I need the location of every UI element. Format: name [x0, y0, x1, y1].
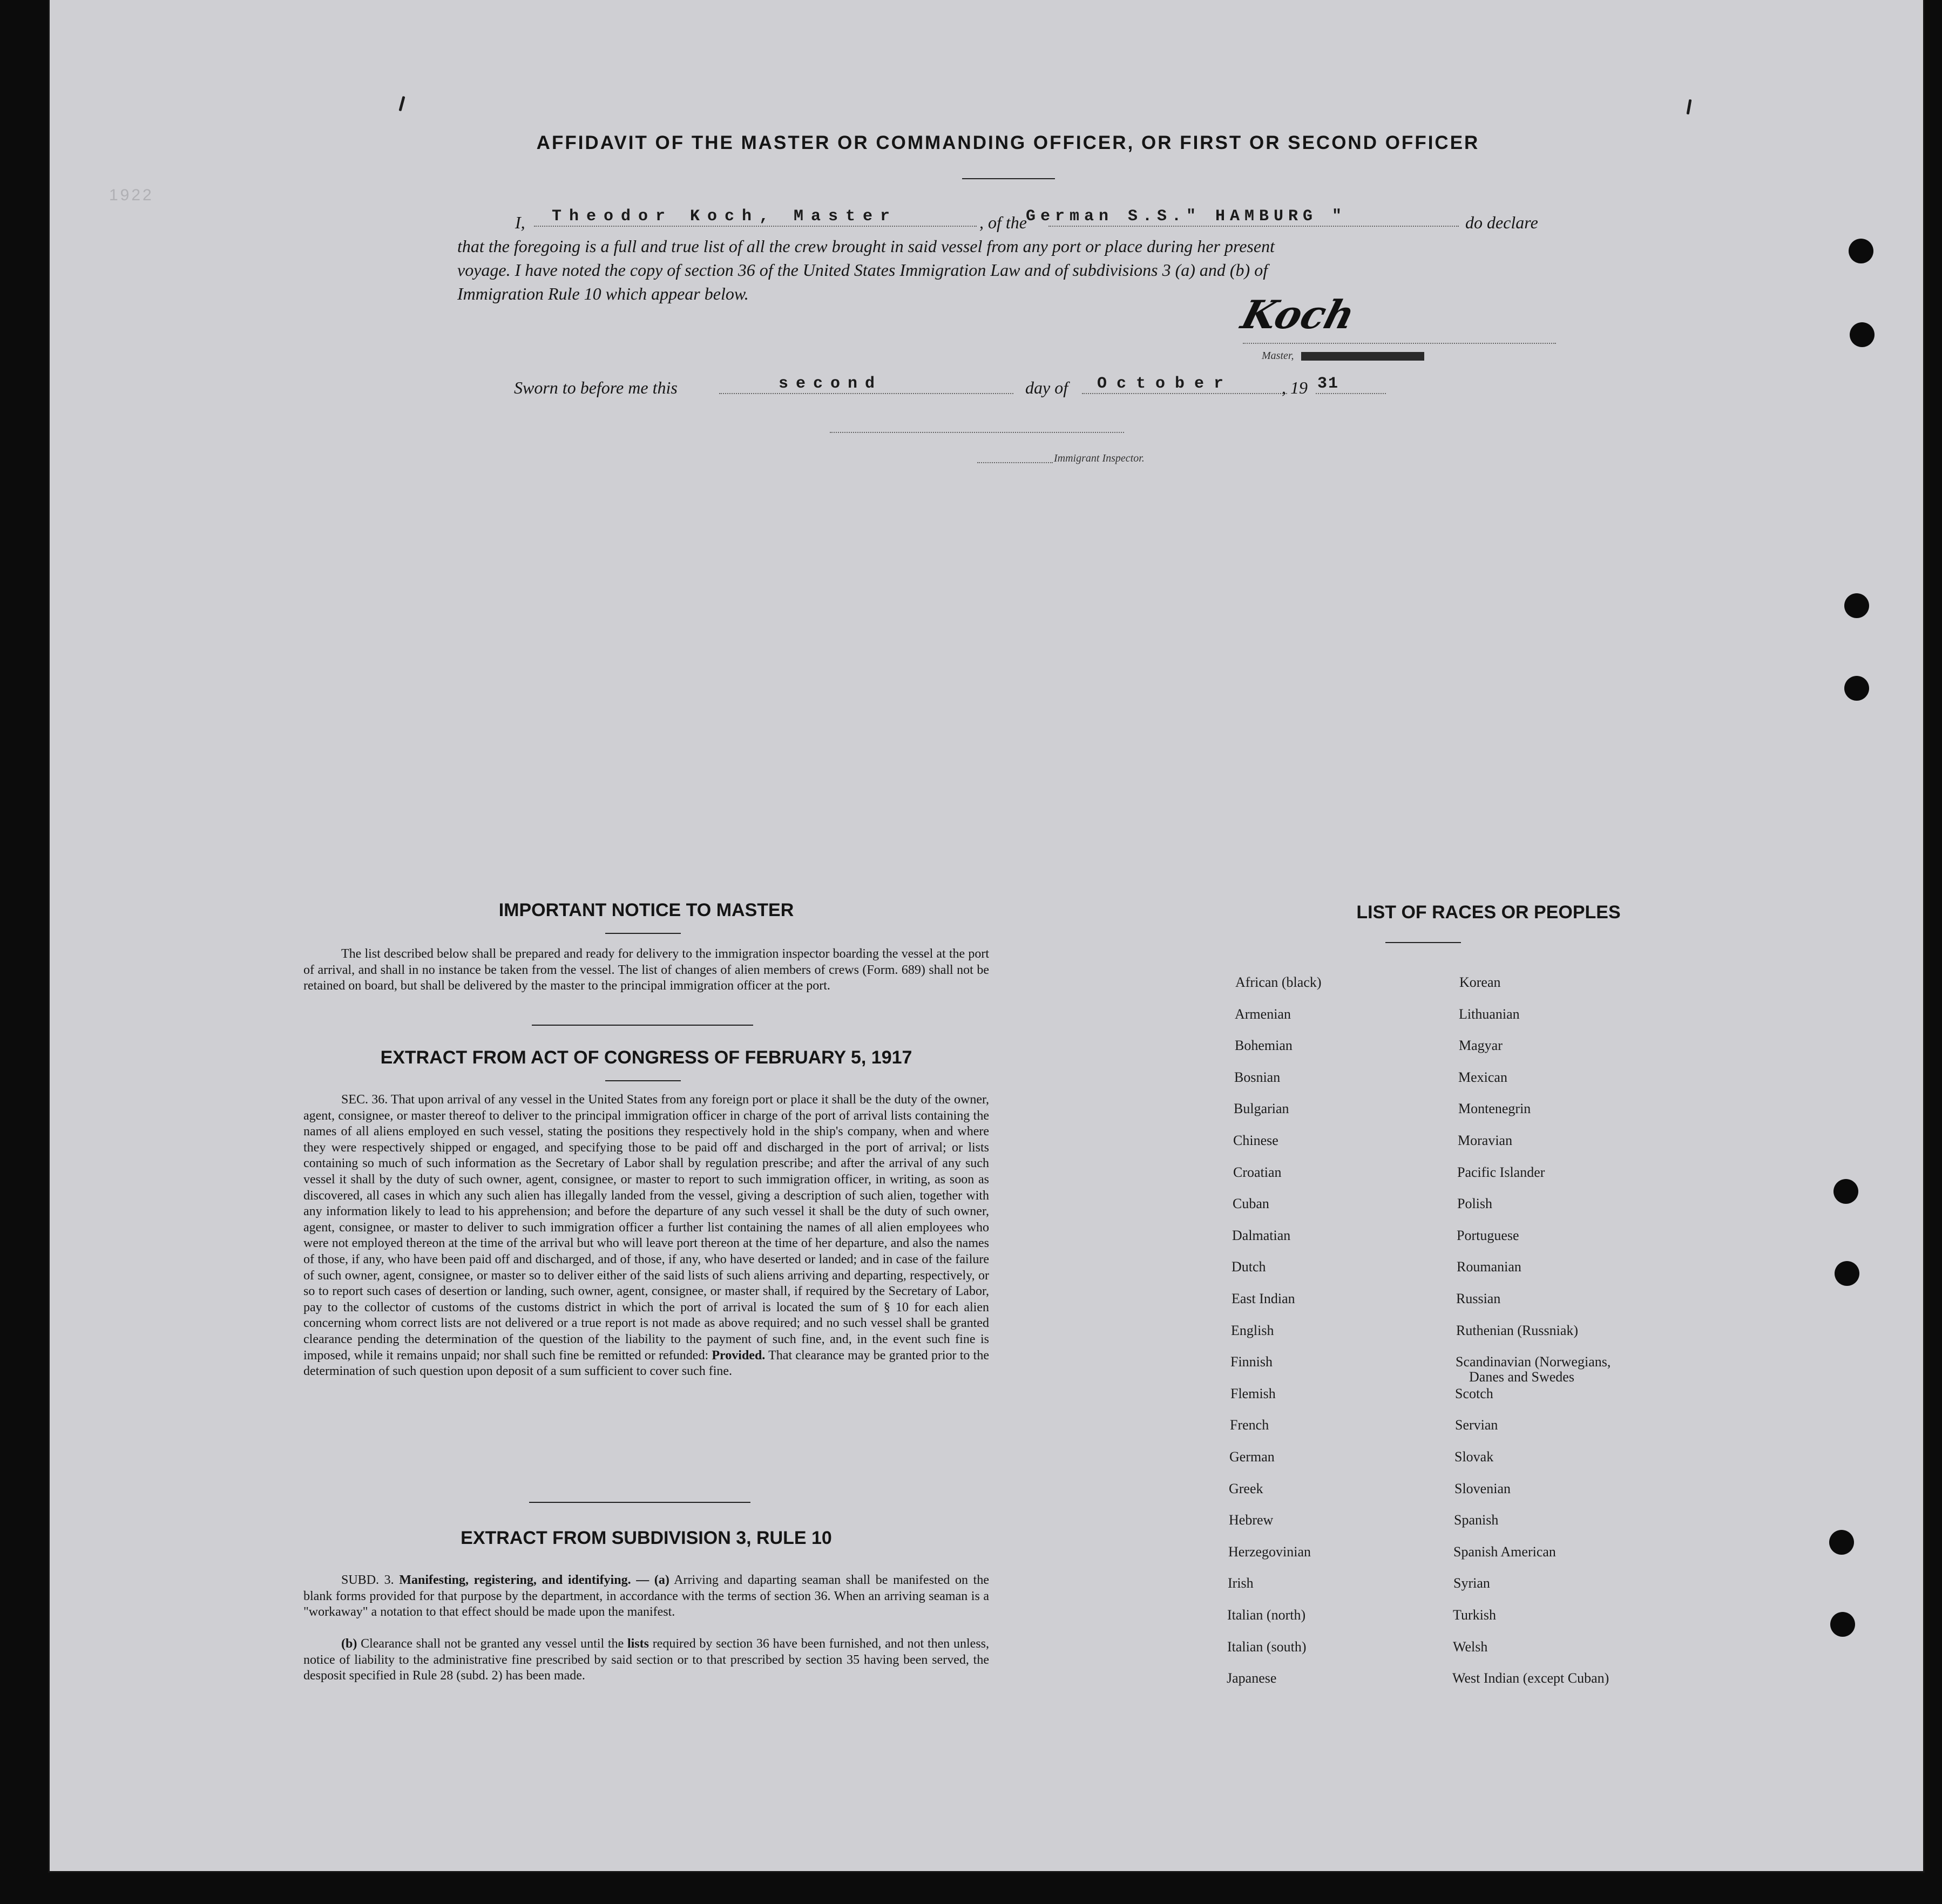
race-item: German [1229, 1449, 1275, 1465]
act-title: EXTRACT FROM ACT OF CONGRESS OF FEBRUARY 5, 1917 [380, 1047, 912, 1068]
race-item: Croatian [1233, 1164, 1282, 1180]
punch-hole [1844, 676, 1869, 701]
race-item: Roumanian [1457, 1259, 1521, 1275]
race-item: Greek [1229, 1481, 1263, 1496]
race-item: Pacific Islander [1457, 1164, 1545, 1180]
inspector-label: Immigrant Inspector. [1054, 452, 1145, 464]
subd-b-label: (b) [341, 1637, 357, 1651]
punch-hole [1829, 1530, 1854, 1555]
affidavit-line-4: Immigration Rule 10 which appear below. [457, 284, 749, 303]
race-item: Servian [1455, 1417, 1498, 1433]
affidavit-title: AFFIDAVIT OF THE MASTER OR COMMANDING OFFICER, OR FIRST OR SECOND OFFICER [536, 132, 1480, 153]
race-item: Japanese [1227, 1670, 1277, 1686]
affidavit-line-2: that the foregoing is a full and true list of all the crew brought in said vessel from any port or place during her present [457, 236, 1275, 256]
notice-title: IMPORTANT NOTICE TO MASTER [498, 900, 794, 920]
race-item: Bulgarian [1234, 1101, 1289, 1116]
notice-title-rule [605, 933, 681, 934]
race-item: Slovenian [1454, 1481, 1511, 1496]
race-item: Dalmatian [1232, 1228, 1291, 1243]
act-provided: Provided. [712, 1348, 766, 1363]
master-label: Master, [1262, 350, 1294, 362]
race-item: Dutch [1231, 1259, 1266, 1275]
year-field: 31 [1317, 375, 1339, 393]
faint-stamp: 1922 [109, 186, 154, 204]
race-item: Italian (north) [1227, 1607, 1306, 1623]
subd-heading: Manifesting, registering, and identifying. — (a) [399, 1573, 669, 1587]
day-of-label: day of [1025, 378, 1068, 397]
affidavit-line-3: voyage. I have noted the copy of section 36 of the United States Immigration Law and of subdivisions 3 (a) and (b) of [457, 260, 1268, 280]
master-signature: Koch [1236, 292, 1360, 337]
act-title-rule [605, 1080, 681, 1081]
punch-hole [1844, 593, 1869, 618]
race-item: French [1230, 1417, 1269, 1433]
race-item: Italian (south) [1227, 1639, 1307, 1655]
race-item: Ruthenian (Russniak) [1456, 1323, 1579, 1338]
race-item: Lithuanian [1459, 1006, 1520, 1022]
act-text-main: SEC. 36. That upon arrival of any vessel in the United States from any foreign port or place it shall be the duty of the owner, agent, consignee, or master thereof to deliver to the principal immigration officer in charge of the port of arrival lists containing the names of all aliens employed en such vessel, stating the positions they respectively hold in the ship's company, when and where they were respectively shipped or engaged, and specifying those to be paid off and discharged in the port of arrival; or lists containing so much of such information as the Secretary of Labor shall by regulation prescribe; and after the arrival of any such vessel it shall by the duty of such owner, agent, consignee, or master to report to such immigration officer, in writing, as soon as discovered, all cases in which any such alien has illegally landed from the vessel, giving a description of such alien, together with any information likely to lead to his apprehension; and before the departure of any such vessel it shall be the duty of such owner, agent, consignee, or master to deliver to such immigration officer a further list containing the names of all alien employees who were not employed thereon at the time of the arrival but who will leave port thereon at the time of her departure, and also the names of those, if any, who have been paid off and discharged, and of those, if any, who have deserted or landed; and in case of the failure of such owner, agent, consignee, or master so to deliver either of the said lists of such aliens arriving and departing, respectively, or so to report such cases of desertion or landing, such owner, agent, consignee, or master shall, if required by the Secretary of Labor, pay to the collector of customs of the customs district in which the port of arrival is located the sum of § 10 for each alien concerning whom correct lists are not delivered or a true report is not made as above required; and no such vessel shall be granted clearance pending the determination of the question of the liability to the payment of such fine, and, in the event such fine is imposed, while it remains unpaid; nor shall such fine be remitted or refunded: [303, 1093, 989, 1363]
subd-b-text-2: required by section 36 have been furnished, and not then unless, notice of liability to the administrative fine prescribed by said section or to that prescribed by section 35 having been served, the desposit specified in Rule 28 (subd. 2) has been made. [303, 1637, 990, 1683]
punch-hole [1850, 322, 1875, 347]
pen-mark [398, 96, 405, 111]
race-item: Mexican [1458, 1069, 1507, 1085]
race-item: Hebrew [1229, 1512, 1274, 1528]
race-item: Chinese [1233, 1133, 1278, 1148]
of-the-label: , of the [979, 213, 1027, 232]
punch-hole [1835, 1261, 1859, 1286]
year-field-line [1316, 393, 1386, 394]
race-item: English [1231, 1323, 1274, 1338]
punch-hole [1830, 1612, 1855, 1637]
race-item: Finnish [1230, 1354, 1273, 1370]
race-item: Magyar [1459, 1038, 1503, 1053]
race-item: Scotch [1455, 1386, 1493, 1401]
i-label: I, [515, 213, 525, 232]
race-item: East Indian [1231, 1291, 1295, 1306]
section-divider [532, 1025, 753, 1026]
sworn-label: Sworn to before me this [514, 378, 678, 397]
race-item: Russian [1456, 1291, 1501, 1306]
month-field-line [1082, 393, 1287, 394]
race-item: Bohemian [1235, 1038, 1293, 1053]
master-name-field: Theodor Koch, Master [552, 207, 898, 226]
races-title-rule [1385, 942, 1461, 943]
act-text-tail: That clearance may be granted prior to the determination of such question upon deposit of a sum sufficient to cover such fine. [303, 1348, 990, 1379]
punch-hole [1833, 1179, 1858, 1204]
section-divider [529, 1502, 750, 1503]
race-item-continuation: Danes and Swedes [1469, 1369, 1574, 1385]
month-field: October [1097, 375, 1234, 393]
race-item: Turkish [1453, 1607, 1496, 1623]
inspector-label-line [977, 462, 1053, 463]
subd-b-lists: lists [627, 1637, 649, 1651]
race-item: Portuguese [1457, 1228, 1519, 1243]
race-item: Herzegovinian [1228, 1544, 1311, 1560]
pen-mark [1687, 99, 1692, 114]
race-item: Spanish American [1453, 1544, 1556, 1560]
document-page [50, 0, 1923, 1871]
do-declare-label: do declare [1465, 213, 1538, 232]
race-item: Polish [1457, 1196, 1493, 1211]
race-item: African (black) [1235, 974, 1322, 990]
rule-subd-a [303, 1573, 989, 1621]
race-item: Bosnian [1234, 1069, 1281, 1085]
struck-out-text [1301, 352, 1424, 361]
subd-lead: SUBD. 3. [341, 1573, 394, 1587]
subd-b-text-1: Clearance shall not be granted any vessel until the [361, 1637, 624, 1651]
race-item: Moravian [1458, 1133, 1513, 1148]
notice-text: The list described below shall be prepared and ready for delivery to the immigration inspector boarding the vessel at the port of arrival, and shall in no instance be taken from the vessel. The list of changes of alien members of crews (Form. 689) shall not be retained on board, but shall be delivered by the master to the principal immigration officer at the port. [303, 947, 989, 993]
title-rule [962, 178, 1055, 179]
rule-title: EXTRACT FROM SUBDIVISION 3, RULE 10 [461, 1528, 832, 1548]
act-text [303, 1092, 989, 1380]
race-item: West Indian (except Cuban) [1452, 1670, 1609, 1686]
race-item: Irish [1228, 1575, 1254, 1591]
day-field: second [779, 375, 883, 393]
signature-line [1243, 343, 1556, 344]
race-item: Syrian [1453, 1575, 1490, 1591]
race-item: Spanish [1454, 1512, 1499, 1528]
race-item: Scandinavian (Norwegians, [1456, 1354, 1611, 1370]
race-item: Montenegrin [1458, 1101, 1531, 1116]
name-field-line [534, 226, 977, 227]
punch-hole [1849, 239, 1873, 263]
race-item: Armenian [1235, 1006, 1291, 1022]
race-item: Slovak [1454, 1449, 1494, 1465]
inspector-signature-line [830, 432, 1124, 433]
subd-a-text: Arriving and daparting seaman shall be manifested on the blank forms provided for that purpose by the department, in accordance with the terms of section 36. When an arriving seaman is a "workaway" a notation to that effect should be made upon the manifest. [303, 1573, 989, 1620]
race-item: Flemish [1230, 1386, 1276, 1401]
vessel-field-line [1048, 226, 1459, 227]
day-field-line [719, 393, 1013, 394]
year-prefix: , 19 [1282, 378, 1308, 397]
race-item: Welsh [1453, 1639, 1488, 1655]
race-item: Korean [1459, 974, 1501, 990]
races-title: LIST OF RACES OR PEOPLES [1356, 902, 1621, 923]
race-item: Cuban [1233, 1196, 1269, 1211]
rule-subd-b [303, 1636, 989, 1684]
vessel-field: German S.S." HAMBURG " [1026, 207, 1347, 226]
